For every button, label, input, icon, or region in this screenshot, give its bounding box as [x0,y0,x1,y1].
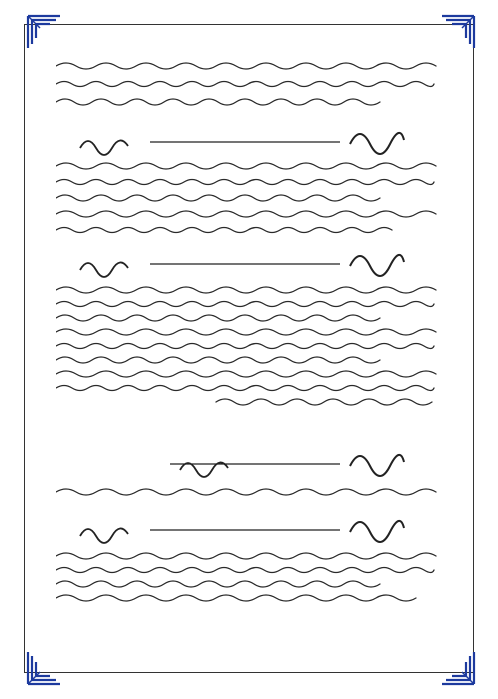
handwritten-paragraph-1 [56,56,450,116]
handwritten-paragraph-5 [56,548,450,608]
corner-ornament-top-left [26,14,62,50]
section-heading-3 [70,440,430,480]
section-heading-4 [70,506,430,546]
section-heading-2 [70,240,430,280]
handwritten-paragraph-3 [56,282,450,408]
corner-ornament-top-right [440,14,476,50]
corner-ornament-bottom-right [440,650,476,686]
corner-ornament-bottom-left [26,650,62,686]
handwritten-paragraph-4 [56,482,450,502]
handwritten-paragraph-2 [56,158,450,238]
section-heading-1 [70,118,430,158]
